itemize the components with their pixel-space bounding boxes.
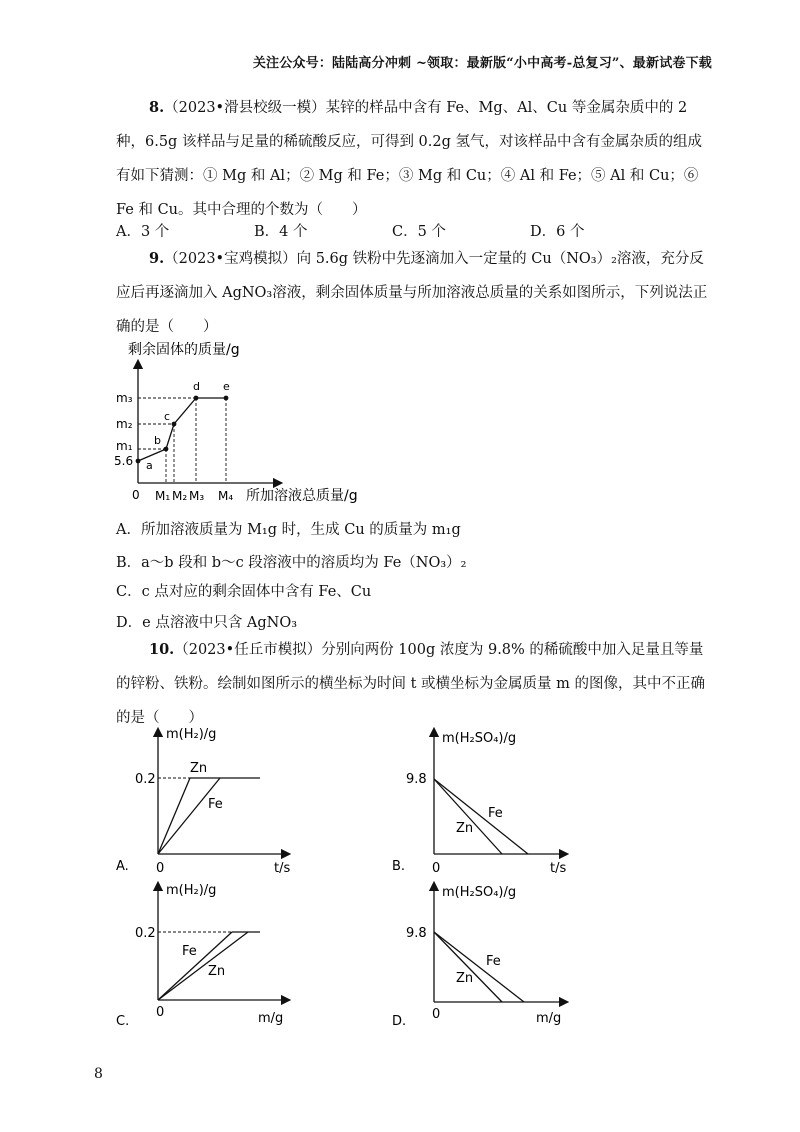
- q9-ytick-m2: m₂: [116, 417, 133, 431]
- q9-option-b: B．a～b 段和 b～c 段溶液中的溶质均为 Fe（NO₃）₂: [116, 555, 467, 571]
- q10-graph-d: [388, 880, 588, 1032]
- q9-ylabel: 剩余固体的质量/g: [128, 342, 240, 358]
- q10a-xlabel: t/s: [274, 861, 291, 876]
- q10b-fe-line: [434, 779, 528, 854]
- q10-graph-a: [108, 722, 308, 882]
- q10b-origin: 0: [432, 861, 441, 876]
- q10c-ylabel: m(H₂)/g: [166, 883, 217, 898]
- q10c-ytick: 0.2: [135, 926, 156, 941]
- q10d-fe-line: [434, 932, 524, 1002]
- q9-xlabel: 所加溶液总质量/g: [246, 488, 358, 504]
- q9-xtick-m4: M₄: [218, 489, 234, 503]
- q10c-zn-line: [158, 932, 248, 1000]
- q9-xtick-m1: M₁: [155, 489, 171, 503]
- q9-point-e: [224, 396, 229, 401]
- q9-label-c: c: [164, 410, 171, 423]
- q9-option-a: A．所加溶液质量为 M₁g 时，生成 Cu 的质量为 m₁g: [116, 522, 461, 538]
- q9-option-c: C．c 点对应的剩余固体中含有 Fe、Cu: [116, 584, 372, 600]
- question-9-number: 9.: [149, 250, 165, 267]
- q10a-ytick: 0.2: [135, 772, 156, 787]
- q10c-zn-label: Zn: [208, 964, 226, 979]
- question-8-number: 8.: [149, 99, 165, 116]
- q9-option-d: D．e 点溶液中只含 AgNO₃: [116, 615, 298, 631]
- question-10-number: 10.: [149, 641, 175, 658]
- q9-curve: [138, 398, 226, 461]
- q10b-ytick: 9.8: [406, 772, 427, 787]
- q9-ytick-m3: m₃: [116, 391, 133, 405]
- q10b-option-label: B.: [392, 859, 406, 874]
- q10b-ylabel: m(H₂SO₄)/g: [442, 731, 517, 746]
- q10b-fe-label: Fe: [488, 806, 503, 821]
- q8-option-b: B．4 个: [254, 224, 308, 240]
- q9-label-e: e: [223, 380, 230, 393]
- q8-option-d: D．6 个: [530, 224, 585, 240]
- q9-point-c: [172, 422, 177, 427]
- q9-point-a: [136, 459, 141, 464]
- question-9-text: （2023•宝鸡模拟）向 5.6g 铁粉中先逐滴加入一定量的 Cu（NO₃）₂溶液，充分反应后再逐滴加入 AgNO₃溶液，剩余固体质量与所加溶液总质量的关系如图所示，下列说法正确的是（ ）: [116, 251, 708, 335]
- q9-point-b: [164, 447, 169, 452]
- q9-point-d: [194, 396, 199, 401]
- q10c-origin: 0: [156, 1005, 165, 1020]
- q9-ytick-56: 5.6: [114, 454, 134, 468]
- page-header: 关注公众号：陆陆高分冲刺 ~领取：最新版“小中高考-总复习”、最新试卷下载: [252, 56, 712, 71]
- q10a-ylabel: m(H₂)/g: [166, 727, 217, 742]
- q10c-xlabel: m/g: [258, 1011, 284, 1026]
- q9-xtick-m2: M₂: [172, 489, 188, 503]
- q9-label-b: b: [154, 434, 161, 447]
- q10a-origin: 0: [156, 861, 165, 876]
- q9-chart: [108, 338, 378, 508]
- q10a-fe-label: Fe: [208, 797, 223, 812]
- q9-origin: 0: [132, 488, 140, 502]
- q10a-zn-label: Zn: [190, 761, 208, 776]
- q10d-xlabel: m/g: [536, 1011, 562, 1026]
- q10d-option-label: D.: [392, 1014, 407, 1029]
- q10c-option-label: C.: [116, 1014, 130, 1029]
- q10a-zn-line: [158, 778, 190, 854]
- q10a-option-label: A.: [116, 859, 129, 874]
- q10c-fe-label: Fe: [182, 944, 197, 959]
- q10d-origin: 0: [432, 1007, 441, 1022]
- q9-label-a: a: [146, 459, 153, 472]
- q9-ytick-m1: m₁: [116, 439, 133, 453]
- q10d-ytick: 9.8: [406, 926, 427, 941]
- page-number: 8: [94, 1066, 103, 1082]
- q8-option-a: A．3 个: [116, 224, 170, 240]
- question-8-text: （2023•滑县校级一模）某锌的样品中含有 Fe、Mg、Al、Cu 等金属杂质中的 2 种，6.5g 该样品与足量的稀硫酸反应，可得到 0.2g 氢气，对该样品中含有金属杂质的组成有如下猜测：① Mg 和 Al；② Mg 和 Fe；③ Mg 和 Cu；④ Al 和 Fe；⑤ Al 和 Cu；⑥ Fe 和 Cu。其中合理的个数为（ ）: [116, 100, 703, 218]
- q10d-fe-label: Fe: [486, 954, 501, 969]
- q9-label-d: d: [193, 380, 200, 393]
- question-10: [116, 633, 710, 735]
- question-10-text: （2023•任丘市模拟）分别向两份 100g 浓度为 9.8% 的稀硫酸中加入足量且等量的锌粉、铁粉。绘制如图所示的横坐标为时间 t 或横坐标为金属质量 m 的图像，其中不正确的是（ ）: [116, 642, 706, 726]
- q8-option-c: C．5 个: [392, 224, 446, 240]
- q10b-zn-label: Zn: [456, 821, 474, 836]
- q9-xtick-m3: M₃: [189, 489, 205, 503]
- q10d-ylabel: m(H₂SO₄)/g: [442, 885, 517, 900]
- q10d-zn-label: Zn: [456, 971, 474, 986]
- q10b-xlabel: t/s: [550, 861, 567, 876]
- q10a-fe-line: [158, 778, 220, 854]
- q10-graph-c: [108, 880, 308, 1032]
- q10-graph-b: [388, 722, 588, 882]
- question-9: [116, 242, 710, 344]
- question-8: [116, 91, 710, 227]
